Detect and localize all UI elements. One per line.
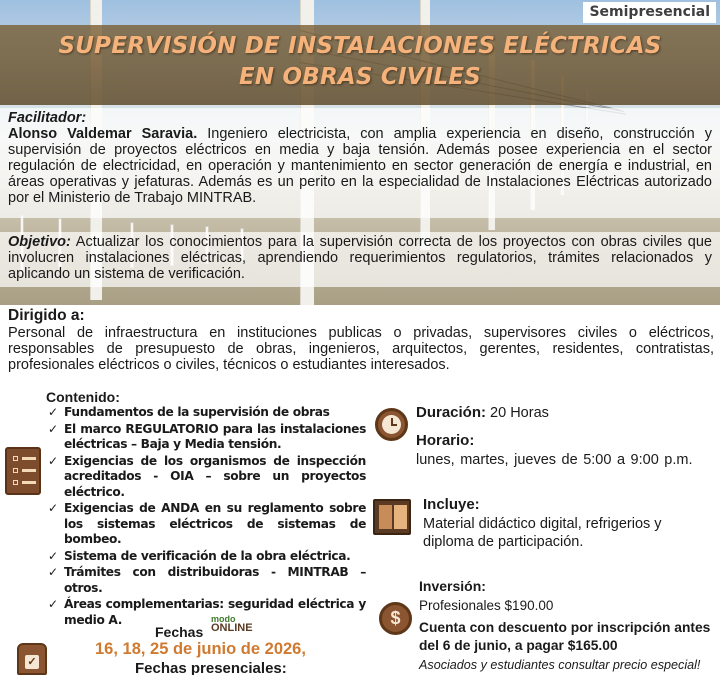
- clock-icon: [375, 408, 408, 441]
- duration-label: Duración:: [416, 404, 487, 421]
- audience-section: [8, 308, 714, 373]
- calendar-jar-icon: ✓: [17, 643, 47, 675]
- objective-section: [0, 232, 720, 287]
- online-logo-small: modo: [211, 614, 236, 624]
- online-logo: [211, 615, 253, 633]
- audience-text: Personal de infraestructura en instituciones publicas o privadas, supervisores civiles o eléctricos, responsables de presupuesto de obras, ingenieros, arquitectos, gerentes, residentes, contratistas, profesionales eléctricos o civiles, técnicos o estudiantes interesados.: [8, 325, 714, 373]
- check-icon: ✓: [48, 565, 58, 579]
- list-item: ✓ El marco REGULATORIO para las instalaciones eléctricas – Baja y Media tensión.: [48, 421, 366, 451]
- objective-text: Actualizar los conocimientos para la supervisión correcta de los proyectos con obras civiles que involucren instalaciones eléctricas, aprendiendo requerimientos regulatorios, trámites relacionados y aplicando un sistema de verificación.: [8, 234, 712, 282]
- investment-professionals: Profesionales $190.00: [419, 598, 554, 613]
- check-icon: ✓: [48, 453, 58, 468]
- schedule-label: Horario:: [416, 432, 475, 449]
- investment-note: Asociados y estudiantes consultar precio especial!: [419, 658, 701, 672]
- list-item: ✓ Trámites con distribuidoras - MINTRAB – otros.: [48, 565, 366, 595]
- in-person-dates-label: Fechas presenciales:: [135, 660, 287, 675]
- includes-value: Material didáctico digital, refrigerios y diploma de participación.: [423, 516, 662, 550]
- duration: [416, 404, 549, 421]
- title-line-2: EN OBRAS CIVILES: [238, 64, 482, 90]
- title-line-1: SUPERVISIÓN DE INSTALACIONES ELÉCTRICAS: [58, 33, 662, 59]
- modality-badge: Semipresencial: [583, 2, 716, 23]
- list-item: ✓ Exigencias de los organismos de inspección acreditados - OIA – sobre un proyectos eléctrico.: [48, 453, 366, 499]
- schedule-value: lunes, martes, jueves de 5:00 a 9:00 p.m.: [416, 452, 693, 468]
- online-logo-big: ONLINE: [211, 622, 253, 634]
- list-item: ✓ Fundamentos de la supervisión de obras: [48, 405, 330, 419]
- dollar-coin-icon: $: [379, 602, 412, 635]
- check-icon: ✓: [48, 597, 58, 611]
- page-title: [0, 31, 720, 93]
- list-item: ✓ Exigencias de ANDA en su reglamento sobre los sistemas eléctricos de sistemas de bombeo.: [48, 501, 366, 546]
- includes-label: Incluye:: [423, 496, 480, 513]
- investment-discount: Cuenta con descuento por inscripción antes del 6 de junio, a pagar $165.00: [419, 620, 711, 653]
- facilitator-section: [0, 108, 720, 218]
- facilitator-bio: Ingeniero electricista, con amplia experiencia en diseño, construcción y supervisión de proyectos eléctricos en media y baja tensión. Además posee experiencia en el sector regulación de electricidad, en operación y mantenimiento en sector generación de energía e industrial, en áreas operativas y jefaturas. Además es un perito en la especialidad de Instalaciones Eléctricas autorizado por el Ministerio de Trabajo MINTRAB.: [8, 126, 712, 206]
- investment-label: Inversión:: [419, 578, 486, 594]
- content-label: Contenido:: [46, 389, 120, 405]
- check-icon: ✓: [48, 405, 58, 419]
- facilitator-bio-block: [8, 126, 712, 206]
- book-icon: [373, 499, 411, 535]
- check-icon: ✓: [48, 548, 58, 563]
- content-list: [46, 405, 366, 629]
- check-icon: ✓: [48, 501, 58, 515]
- online-dates: 16, 18, 25 de junio de 2026,: [95, 640, 306, 658]
- audience-label: Dirigido a:: [8, 307, 85, 324]
- facilitator-label: Facilitador:: [8, 110, 87, 126]
- facilitator-name: Alonso Valdemar Saravia.: [8, 126, 198, 142]
- objective-label: Objetivo:: [8, 234, 71, 250]
- list-item: ✓ Sistema de verificación de la obra eléctrica.: [48, 548, 351, 563]
- duration-value: 20 Horas: [490, 405, 549, 421]
- check-icon: ✓: [48, 421, 58, 436]
- list-item: ✓ Áreas complementarias: seguridad eléctrica y medio A.: [48, 597, 366, 627]
- checklist-icon: [5, 447, 41, 495]
- dates-label: Fechas: [155, 624, 204, 640]
